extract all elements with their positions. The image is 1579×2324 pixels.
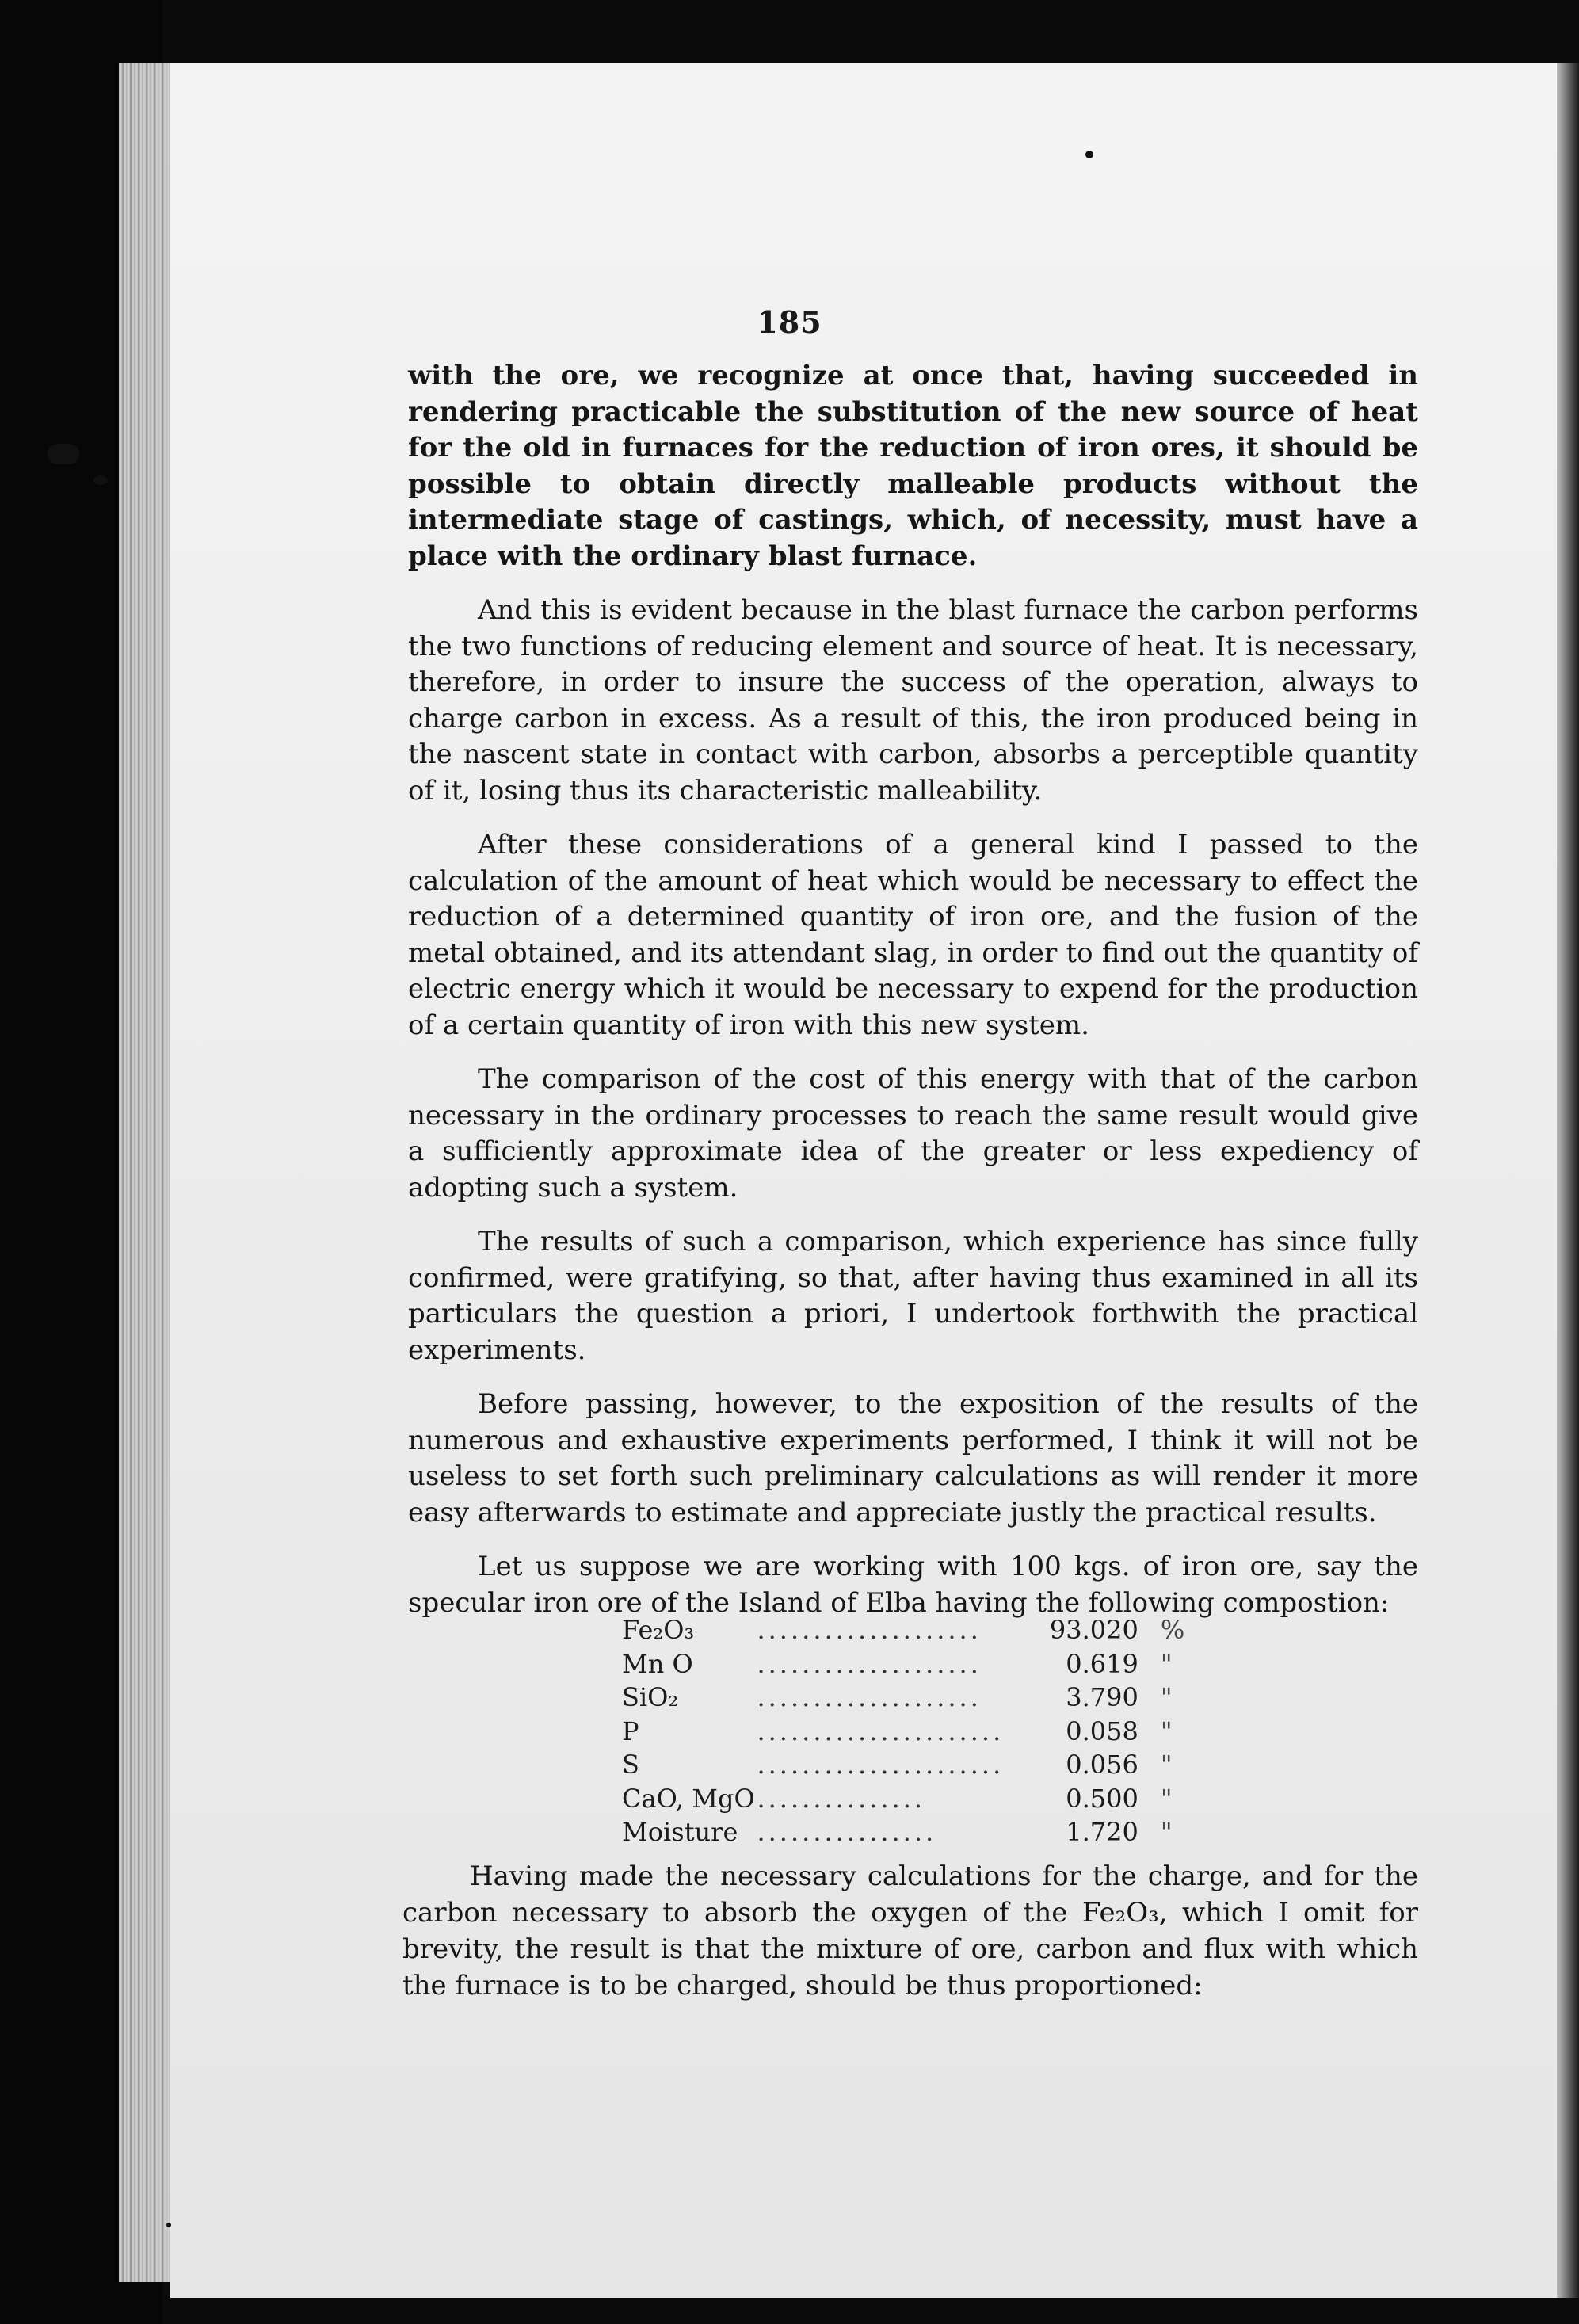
paragraph: Let us suppose we are working with 100 kgs. of iron ore, say the specular iron ore of the Island of Elba having the following compostion: — [408, 1551, 1418, 1619]
unit-mark: " — [1160, 1648, 1173, 1679]
compound-name: P — [622, 1715, 639, 1746]
leader-dots: .................... — [757, 1648, 982, 1679]
book-page-edges — [119, 63, 178, 2282]
body-text — [408, 358, 1418, 1639]
compound-name: Mn O — [622, 1648, 693, 1679]
compound-name: S — [622, 1750, 639, 1780]
compound-name: Fe₂O₃ — [622, 1615, 695, 1645]
paragraph: The comparison of the cost of this energy with that of the carbon necessary in the ordinary processes to reach the same result would give a sufficiently approximate idea of the greater or less expediency of adopting such a system. — [408, 1063, 1418, 1204]
compound-value: 0.058 — [1066, 1715, 1138, 1746]
compound-value: 0.619 — [1066, 1648, 1138, 1679]
table-row — [622, 1647, 1208, 1681]
table-row — [622, 1782, 1208, 1816]
leader-dots: ............... — [757, 1783, 926, 1814]
table-row — [622, 1681, 1208, 1715]
compound-name: SiO₂ — [622, 1682, 679, 1712]
paragraph: Before passing, however, to the exposition of the results of the numerous and exhaustive experiments performed, I think it will not be useless to set forth such preliminary calculations as will render it more easy afterwards to estimate and appreciate justly the practical results. — [408, 1388, 1418, 1528]
paragraph: Having made the necessary calculations for the charge, and for the carbon necessary to absorb the oxygen of the Fe₂O₃, which I omit for brevity, the result is that the mixture of ore, carbon and flux with which the furnace is to be charged, should be thus proportioned: — [402, 1860, 1418, 2002]
leader-dots: ...................... — [757, 1750, 1005, 1780]
table-row — [622, 1613, 1208, 1647]
unit-mark: " — [1160, 1783, 1173, 1814]
leader-dots: ...................... — [757, 1715, 1005, 1746]
compound-value: 0.500 — [1066, 1783, 1138, 1814]
paragraph: After these considerations of a general kind I passed to the calculation of the amount of heat which would be necessary to effect the reduction of a determined quantity of iron ore, and the fusion of the metal obtained, and its attendant slag, in order to find out the quantity of electric energy which it would be necessary to expend for the production of a certain quantity of iron with this new system. — [408, 829, 1418, 1041]
compound-value: 1.720 — [1066, 1817, 1138, 1847]
unit-mark: " — [1160, 1750, 1173, 1780]
leader-dots: .................... — [757, 1615, 982, 1645]
scan-speck — [93, 475, 108, 485]
leader-dots: .................... — [757, 1682, 982, 1712]
table-row — [622, 1748, 1208, 1782]
compound-name: Moisture — [622, 1817, 738, 1847]
page-number: 185 — [757, 304, 822, 340]
scan-speck — [48, 444, 79, 464]
scan-speck — [166, 2223, 171, 2227]
closing-text — [402, 1858, 1418, 2004]
table-row — [622, 1715, 1208, 1749]
paragraph: with the ore, we recognize at once that, having succeeded in rendering practicable the substitution of the new source of heat for the old in furnaces for the reduction of iron ores, it should be possible to obtain directly malleable products without the intermediate stage of castings, which, of necessity, must have a place with the ordinary blast furnace. — [408, 360, 1418, 572]
compound-value: 0.056 — [1066, 1750, 1138, 1780]
scan-speck — [1085, 151, 1093, 158]
paragraph: And this is evident because in the blast furnace the carbon performs the two functions of reducing element and source of heat. It is necessary, therefore, in order to insure the success of the operation, always to charge carbon in excess. As a result of this, the iron produced being in the nascent state in contact with carbon, absorbs a perceptible quantity of it, losing thus its characteristic malleability. — [408, 594, 1418, 807]
unit-mark: " — [1160, 1715, 1173, 1746]
table-row — [622, 1815, 1208, 1849]
unit-mark: " — [1160, 1817, 1173, 1847]
compound-value: 3.790 — [1066, 1682, 1138, 1712]
unit-mark: " — [1160, 1682, 1173, 1712]
scan-border-right — [1557, 63, 1579, 2298]
compound-value: 93.020 — [1049, 1615, 1138, 1645]
composition-table — [622, 1613, 1208, 1849]
leader-dots: ................ — [757, 1817, 937, 1847]
paragraph: The results of such a comparison, which experience has since fully confirmed, were gratifying, so that, after having thus examined in all its particulars the question a priori, I undertook forthwith the practical experiments. — [408, 1226, 1418, 1366]
compound-name: CaO, MgO — [622, 1783, 755, 1814]
unit-mark: % — [1160, 1615, 1185, 1645]
